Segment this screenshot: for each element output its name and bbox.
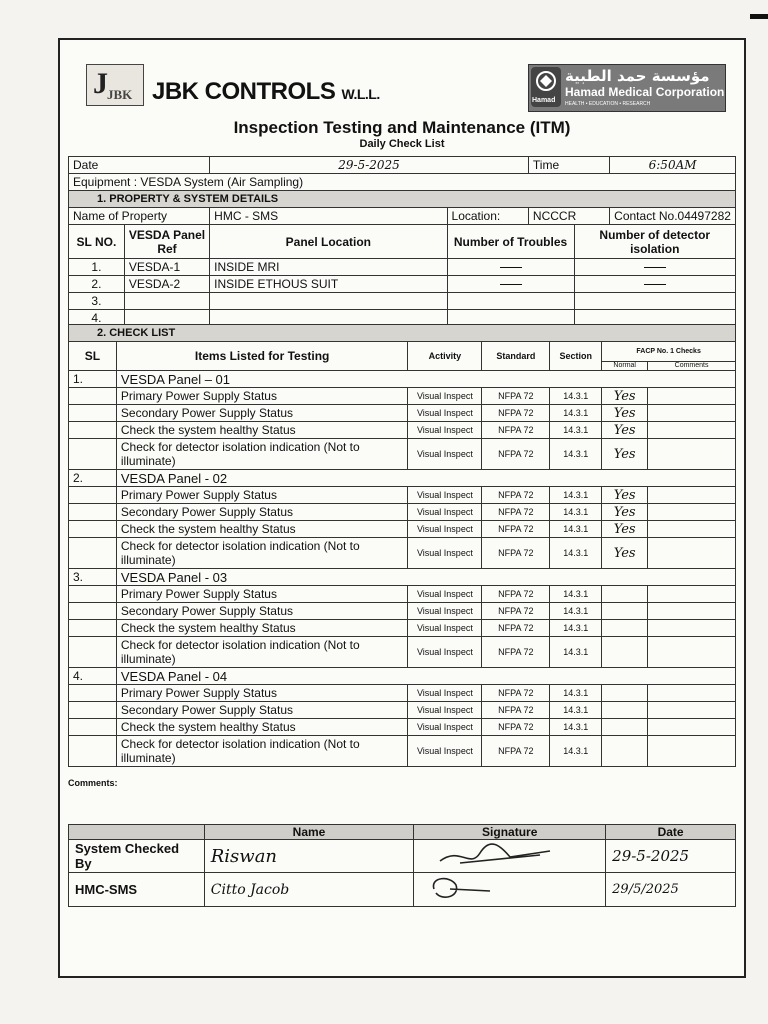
checklist-comment bbox=[648, 521, 736, 538]
panel-location: INSIDE MRI bbox=[210, 259, 447, 276]
col-troubles: Number of Troubles bbox=[447, 225, 574, 259]
checklist-comment bbox=[648, 388, 736, 405]
checklist-normal bbox=[602, 736, 648, 767]
checklist-row bbox=[69, 719, 736, 736]
form-title: Inspection Testing and Maintenance (ITM) bbox=[233, 118, 571, 137]
checklist-section: 14.3.1 bbox=[550, 736, 602, 767]
checklist-activity: Visual Inspect bbox=[408, 586, 482, 603]
checklist-activity: Visual Inspect bbox=[408, 388, 482, 405]
checklist-item: Primary Power Supply Status bbox=[116, 487, 408, 504]
checklist-normal bbox=[602, 620, 648, 637]
checklist-sl-cell bbox=[69, 422, 117, 439]
checklist-activity: Visual Inspect bbox=[408, 685, 482, 702]
panel-group-sl: 1. bbox=[69, 371, 117, 388]
checklist-sl-cell bbox=[69, 405, 117, 422]
checklist-section: 14.3.1 bbox=[550, 422, 602, 439]
checklist-comment bbox=[648, 405, 736, 422]
checklist-section: 14.3.1 bbox=[550, 586, 602, 603]
checklist-item: Primary Power Supply Status bbox=[116, 388, 408, 405]
panel-sl: 4. bbox=[69, 310, 125, 327]
signature-icon bbox=[414, 840, 606, 873]
checklist-section: 14.3.1 bbox=[550, 439, 602, 470]
checklist-comment bbox=[648, 685, 736, 702]
checklist-standard: NFPA 72 bbox=[482, 719, 550, 736]
checklist-section: 14.3.1 bbox=[550, 603, 602, 620]
checklist-section: 14.3.1 bbox=[550, 719, 602, 736]
jbk-logo-mark: JBK bbox=[107, 87, 133, 102]
checklist-row bbox=[69, 538, 736, 569]
checklist-sl-cell bbox=[69, 719, 117, 736]
checklist-sl-cell bbox=[69, 586, 117, 603]
signoff-blank bbox=[69, 825, 205, 840]
checklist-comment bbox=[648, 736, 736, 767]
hmc-emblem-text: Hamad bbox=[532, 97, 556, 104]
signoff-label: HMC-SMS bbox=[69, 873, 205, 907]
checklist-normal bbox=[602, 719, 648, 736]
date-time-row bbox=[69, 157, 736, 174]
checklist-section: 14.3.1 bbox=[550, 521, 602, 538]
panel-ref: VESDA-2 bbox=[124, 276, 209, 293]
checklist-activity: Visual Inspect bbox=[408, 487, 482, 504]
checklist-standard: NFPA 72 bbox=[482, 388, 550, 405]
checklist-item: Check for detector isolation indication (Not to illuminate) bbox=[116, 637, 408, 668]
checklist-item: Check for detector isolation indication (Not to illuminate) bbox=[116, 736, 408, 767]
checklist-normal: Yes bbox=[602, 487, 648, 504]
checklist-row bbox=[69, 586, 736, 603]
signoff-row bbox=[69, 840, 736, 873]
checklist-row bbox=[69, 439, 736, 470]
checklist-row bbox=[69, 620, 736, 637]
company-suffix: W.L.L. bbox=[341, 86, 380, 102]
checklist-standard: NFPA 72 bbox=[482, 685, 550, 702]
checklist-sl-cell bbox=[69, 487, 117, 504]
checklist-row bbox=[69, 504, 736, 521]
equipment-line: Equipment : VESDA System (Air Sampling) bbox=[69, 174, 736, 191]
checklist-sl-cell bbox=[69, 504, 117, 521]
signoff-date: 29-5-2025 bbox=[606, 840, 736, 873]
checklist-row bbox=[69, 487, 736, 504]
panel-group-name: VESDA Panel - 02 bbox=[116, 470, 735, 487]
checklist-item: Check the system healthy Status bbox=[116, 422, 408, 439]
panel-group-name: VESDA Panel - 04 bbox=[116, 668, 735, 685]
col-items: Items Listed for Testing bbox=[116, 342, 408, 371]
checklist-standard: NFPA 72 bbox=[482, 637, 550, 668]
checklist-activity: Visual Inspect bbox=[408, 702, 482, 719]
checklist-normal: Yes bbox=[602, 388, 648, 405]
panel-row bbox=[69, 259, 736, 276]
troubles-dash bbox=[447, 259, 574, 276]
checklist-row bbox=[69, 685, 736, 702]
signoff-label: System Checked By bbox=[69, 840, 205, 873]
jbk-logo-j: J bbox=[93, 67, 108, 100]
checklist-sl-cell bbox=[69, 620, 117, 637]
company-name bbox=[152, 78, 380, 106]
panel-group-row bbox=[69, 569, 736, 586]
checklist-item: Check the system healthy Status bbox=[116, 620, 408, 637]
checklist-activity: Visual Inspect bbox=[408, 521, 482, 538]
checklist-standard: NFPA 72 bbox=[482, 620, 550, 637]
location-label: Location: bbox=[447, 208, 528, 225]
property-value: HMC - SMS bbox=[210, 208, 447, 225]
checklist-item: Secondary Power Supply Status bbox=[116, 504, 408, 521]
checklist-row bbox=[69, 521, 736, 538]
contact-number: Contact No.04497282 bbox=[610, 208, 736, 225]
col-standard: Standard bbox=[482, 342, 550, 371]
checklist-section: 14.3.1 bbox=[550, 637, 602, 668]
checklist-normal: Yes bbox=[602, 439, 648, 470]
checklist-sl-cell bbox=[69, 736, 117, 767]
isolation-cell bbox=[574, 293, 736, 310]
checklist-comment bbox=[648, 637, 736, 668]
checklist-standard: NFPA 72 bbox=[482, 487, 550, 504]
jbk-logo bbox=[86, 64, 144, 106]
checklist-section: 14.3.1 bbox=[550, 702, 602, 719]
checklist-standard: NFPA 72 bbox=[482, 405, 550, 422]
checklist-normal: Yes bbox=[602, 422, 648, 439]
checklist-activity: Visual Inspect bbox=[408, 603, 482, 620]
checklist-activity: Visual Inspect bbox=[408, 439, 482, 470]
section2-heading: 2. CHECK LIST bbox=[69, 325, 736, 342]
checklist-section: 14.3.1 bbox=[550, 620, 602, 637]
location-value: NCCCR bbox=[528, 208, 609, 225]
panel-group-name: VESDA Panel – 01 bbox=[116, 371, 735, 388]
col-sl: SL bbox=[69, 342, 117, 371]
checklist-normal: Yes bbox=[602, 504, 648, 521]
checklist-section: 14.3.1 bbox=[550, 685, 602, 702]
checklist-standard: NFPA 72 bbox=[482, 702, 550, 719]
hmc-emblem-icon bbox=[531, 67, 561, 107]
panel-sl: 1. bbox=[69, 259, 125, 276]
checklist-row bbox=[69, 702, 736, 719]
property-row bbox=[69, 208, 736, 225]
panel-ref bbox=[124, 293, 209, 310]
edge-mark bbox=[750, 14, 768, 19]
checklist-section: 14.3.1 bbox=[550, 538, 602, 569]
checklist-row bbox=[69, 736, 736, 767]
panel-ref: VESDA-1 bbox=[124, 259, 209, 276]
checklist-item: Primary Power Supply Status bbox=[116, 586, 408, 603]
checklist-activity: Visual Inspect bbox=[408, 620, 482, 637]
troubles-cell bbox=[447, 293, 574, 310]
signoff-date: 29/5/2025 bbox=[606, 873, 736, 907]
panel-group-name: VESDA Panel - 03 bbox=[116, 569, 735, 586]
col-normal: Normal bbox=[602, 361, 648, 370]
checklist-standard: NFPA 72 bbox=[482, 504, 550, 521]
checklist-row bbox=[69, 388, 736, 405]
checklist-normal bbox=[602, 586, 648, 603]
checklist-comment bbox=[648, 439, 736, 470]
panel-location bbox=[210, 293, 447, 310]
checklist-activity: Visual Inspect bbox=[408, 538, 482, 569]
checklist-section: 14.3.1 bbox=[550, 504, 602, 521]
checklist-comment bbox=[648, 487, 736, 504]
isolation-dash bbox=[574, 276, 736, 293]
col-comments: Comments bbox=[648, 361, 736, 370]
panel-row bbox=[69, 293, 736, 310]
checklist-standard: NFPA 72 bbox=[482, 422, 550, 439]
col-panel-ref: VESDA Panel Ref bbox=[124, 225, 209, 259]
troubles-dash bbox=[447, 276, 574, 293]
checklist-standard: NFPA 72 bbox=[482, 603, 550, 620]
checklist-sl-cell bbox=[69, 439, 117, 470]
col-section: Section bbox=[550, 342, 602, 371]
checklist-header-row bbox=[69, 342, 736, 362]
col-date: Date bbox=[606, 825, 736, 840]
panel-group-row bbox=[69, 470, 736, 487]
checklist-normal bbox=[602, 603, 648, 620]
form-subtitle: Daily Check List bbox=[359, 138, 445, 150]
checklist-comment bbox=[648, 719, 736, 736]
checklist-comment bbox=[648, 538, 736, 569]
checklist-section: 14.3.1 bbox=[550, 388, 602, 405]
col-isolation: Number of detector isolation bbox=[574, 225, 736, 259]
checklist-item: Check the system healthy Status bbox=[116, 521, 408, 538]
checklist-item: Check for detector isolation indication (Not to illuminate) bbox=[116, 439, 408, 470]
checklist-comment bbox=[648, 603, 736, 620]
checklist-sl-cell bbox=[69, 685, 117, 702]
date-value: 29-5-2025 bbox=[210, 157, 529, 174]
hmc-tagline: HEALTH • EDUCATION • RESEARCH bbox=[565, 101, 651, 107]
checklist-normal bbox=[602, 685, 648, 702]
checklist-standard: NFPA 72 bbox=[482, 538, 550, 569]
col-signature: Signature bbox=[414, 825, 606, 840]
col-activity: Activity bbox=[408, 342, 482, 371]
checklist-normal bbox=[602, 637, 648, 668]
panel-sl: 3. bbox=[69, 293, 125, 310]
checklist-normal bbox=[602, 702, 648, 719]
checklist-activity: Visual Inspect bbox=[408, 637, 482, 668]
panel-header-row bbox=[69, 225, 736, 259]
checklist-normal: Yes bbox=[602, 521, 648, 538]
isolation-dash bbox=[574, 259, 736, 276]
checklist-standard: NFPA 72 bbox=[482, 736, 550, 767]
checklist-sl-cell bbox=[69, 521, 117, 538]
panel-group-sl: 4. bbox=[69, 668, 117, 685]
hmc-logo bbox=[528, 64, 726, 112]
checklist-activity: Visual Inspect bbox=[408, 719, 482, 736]
checklist-row bbox=[69, 603, 736, 620]
signoff-row bbox=[69, 873, 736, 907]
checklist-activity: Visual Inspect bbox=[408, 422, 482, 439]
checklist-standard: NFPA 72 bbox=[482, 439, 550, 470]
hmc-english: Hamad Medical Corporation bbox=[565, 85, 725, 99]
col-panel-location: Panel Location bbox=[210, 225, 447, 259]
checklist-section: 14.3.1 bbox=[550, 405, 602, 422]
col-facp: FACP No. 1 Checks bbox=[602, 342, 736, 362]
checklist-comment bbox=[648, 504, 736, 521]
checklist-item: Primary Power Supply Status bbox=[116, 685, 408, 702]
checklist-activity: Visual Inspect bbox=[408, 405, 482, 422]
section1-heading: 1. PROPERTY & SYSTEM DETAILS bbox=[69, 191, 736, 208]
panel-location: INSIDE ETHOUS SUIT bbox=[210, 276, 447, 293]
panel-group-row bbox=[69, 371, 736, 388]
checklist-comment bbox=[648, 422, 736, 439]
checklist-activity: Visual Inspect bbox=[408, 504, 482, 521]
date-label: Date bbox=[69, 157, 210, 174]
checklist-comment bbox=[648, 702, 736, 719]
checklist-sl-cell bbox=[69, 603, 117, 620]
checklist-section: 14.3.1 bbox=[550, 487, 602, 504]
panel-group-sl: 3. bbox=[69, 569, 117, 586]
checklist-sl-cell bbox=[69, 388, 117, 405]
checklist-table bbox=[68, 324, 736, 767]
col-name: Name bbox=[204, 825, 414, 840]
checklist-row bbox=[69, 405, 736, 422]
checklist-activity: Visual Inspect bbox=[408, 736, 482, 767]
property-details-table bbox=[68, 156, 736, 327]
checklist-row bbox=[69, 422, 736, 439]
time-value: 6:50AM bbox=[610, 157, 736, 174]
comments-label: Comments: bbox=[68, 778, 118, 788]
checklist-standard: NFPA 72 bbox=[482, 521, 550, 538]
checklist-row bbox=[69, 637, 736, 668]
checklist-standard: NFPA 72 bbox=[482, 586, 550, 603]
checklist-sl-cell bbox=[69, 538, 117, 569]
panel-group-row bbox=[69, 668, 736, 685]
panel-row bbox=[69, 276, 736, 293]
checklist-item: Secondary Power Supply Status bbox=[116, 702, 408, 719]
checklist-comment bbox=[648, 586, 736, 603]
check-list-form bbox=[58, 38, 746, 978]
checklist-sl-cell bbox=[69, 637, 117, 668]
checklist-comment bbox=[648, 620, 736, 637]
hmc-arabic: مؤسسة حمد الطبية bbox=[565, 67, 710, 85]
checklist-normal: Yes bbox=[602, 405, 648, 422]
checklist-item: Secondary Power Supply Status bbox=[116, 405, 408, 422]
panel-sl: 2. bbox=[69, 276, 125, 293]
checklist-item: Secondary Power Supply Status bbox=[116, 603, 408, 620]
col-sl-no: SL NO. bbox=[69, 225, 125, 259]
signature-icon bbox=[414, 873, 606, 907]
company-name-text: JBK CONTROLS bbox=[152, 78, 336, 105]
signoff-name: Riswan bbox=[204, 840, 414, 873]
checklist-sl-cell bbox=[69, 702, 117, 719]
panel-group-sl: 2. bbox=[69, 470, 117, 487]
property-label: Name of Property bbox=[69, 208, 210, 225]
checklist-item: Check the system healthy Status bbox=[116, 719, 408, 736]
checklist-normal: Yes bbox=[602, 538, 648, 569]
signoff-table bbox=[68, 824, 736, 907]
time-label: Time bbox=[528, 157, 609, 174]
checklist-item: Check for detector isolation indication (Not to illuminate) bbox=[116, 538, 408, 569]
signoff-name: Citto Jacob bbox=[204, 873, 414, 907]
